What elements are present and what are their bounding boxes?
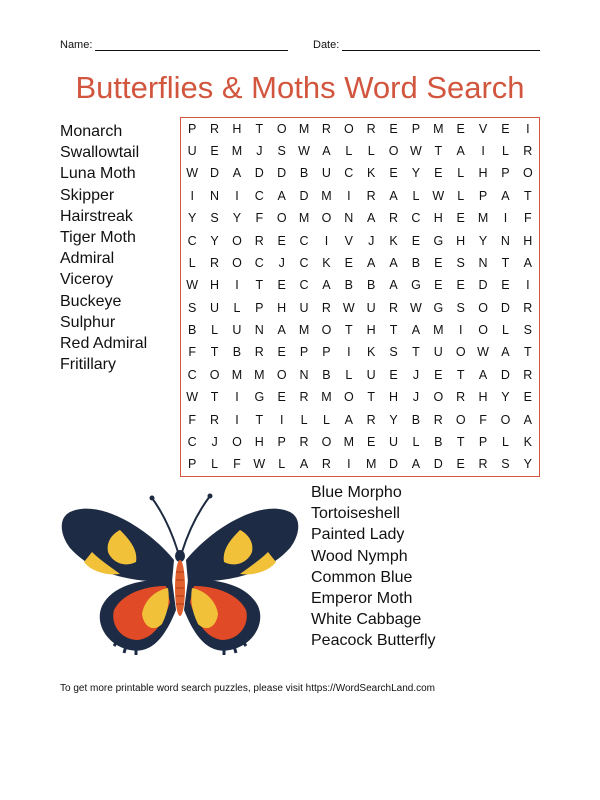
- grid-cell: A: [367, 211, 376, 226]
- grid-cell: M: [298, 323, 310, 338]
- grid-cell: E: [389, 367, 398, 382]
- grid-cell: J: [256, 144, 263, 159]
- grid-cell: O: [343, 121, 354, 136]
- grid-cell: O: [500, 412, 511, 427]
- grid-cell: Y: [523, 457, 532, 472]
- word-item: Tiger Moth: [60, 229, 136, 247]
- grid-cell: H: [210, 278, 220, 293]
- grid-cell: Y: [478, 233, 488, 248]
- grid-cell: M: [298, 211, 310, 226]
- grid-cell: O: [433, 390, 444, 405]
- grid-cell: I: [235, 390, 239, 405]
- word-item: White Cabbage: [311, 611, 422, 629]
- grid-cell: W: [186, 278, 199, 293]
- grid-cell: H: [366, 323, 376, 338]
- grid-cell: T: [523, 188, 532, 203]
- grid-cell: E: [277, 390, 286, 405]
- grid-cell: L: [188, 255, 196, 270]
- grid-cell: E: [389, 166, 398, 181]
- word-item: Sulphur: [60, 313, 116, 331]
- grid-cell: T: [210, 345, 219, 360]
- grid-cell: E: [389, 121, 398, 136]
- grid-cell: R: [254, 345, 264, 360]
- grid-cell: R: [389, 211, 399, 226]
- grid-cell: F: [479, 412, 487, 427]
- grid-cell: H: [478, 390, 488, 405]
- word-item: Buckeye: [60, 292, 122, 310]
- grid-cell: W: [342, 300, 355, 315]
- word-item: Wood Nymph: [311, 547, 408, 565]
- grid-cell: J: [368, 233, 375, 248]
- date-input-line[interactable]: [342, 38, 540, 51]
- grid-cell: O: [321, 211, 332, 226]
- grid-cell: C: [187, 434, 197, 449]
- grid-cell: E: [456, 211, 465, 226]
- grid-cell: P: [501, 166, 510, 181]
- grid-cell: E: [456, 121, 465, 136]
- grid-cell: E: [501, 121, 510, 136]
- grid-cell: S: [188, 300, 197, 315]
- grid-cell: C: [187, 367, 197, 382]
- grid-cell: N: [478, 255, 488, 270]
- grid-cell: I: [526, 121, 530, 136]
- grid-cell: O: [209, 367, 220, 382]
- grid-cell: A: [501, 188, 510, 203]
- grid-cell: E: [344, 255, 353, 270]
- grid-cell: R: [523, 367, 533, 382]
- grid-cell: W: [410, 300, 422, 315]
- grid-cell: R: [321, 457, 331, 472]
- grid-cell: I: [324, 233, 329, 248]
- grid-cell: A: [501, 345, 510, 360]
- grid-cell: U: [433, 345, 443, 360]
- word-item: Swallowtail: [60, 144, 140, 162]
- grid-cell: Y: [188, 211, 197, 226]
- grid-cell: P: [322, 345, 331, 360]
- grid-cell: M: [321, 390, 332, 405]
- grid-cell: T: [412, 345, 420, 360]
- grid-cell: M: [365, 457, 377, 472]
- grid-cell: P: [478, 188, 488, 203]
- word-item: Blue Morpho: [311, 484, 402, 501]
- grid-cell: T: [389, 323, 398, 338]
- grid-cell: J: [278, 255, 285, 270]
- grid-cell: G: [254, 390, 265, 405]
- grid-cell: F: [188, 345, 196, 360]
- word-list-bottom: [311, 482, 436, 652]
- word-item: Viceroy: [60, 271, 114, 289]
- grid-cell: E: [523, 390, 532, 405]
- grid-cell: R: [523, 300, 533, 315]
- grid-cell: H: [478, 166, 488, 181]
- grid-cell: A: [232, 166, 242, 181]
- grid-cell: T: [210, 390, 219, 405]
- grid-cell: S: [277, 144, 286, 159]
- grid-cell: P: [188, 457, 197, 472]
- grid-cell: A: [523, 255, 532, 270]
- grid-cell: K: [322, 255, 331, 270]
- grid-cell: A: [456, 144, 465, 159]
- grid-cell: W: [410, 144, 422, 159]
- grid-cell: I: [235, 278, 239, 293]
- grid-cell: C: [344, 166, 354, 181]
- grid-cell: I: [481, 144, 485, 159]
- grid-cell: U: [366, 367, 376, 382]
- grid-cell: A: [411, 457, 421, 472]
- grid-cell: G: [433, 233, 444, 248]
- grid-cell: E: [456, 278, 465, 293]
- grid-cell: C: [254, 255, 264, 270]
- grid-cell: B: [411, 255, 421, 270]
- grid-cell: R: [478, 457, 488, 472]
- grid-cell: D: [433, 457, 443, 472]
- grid-cell: C: [299, 233, 309, 248]
- grid-cell: H: [456, 233, 466, 248]
- grid-cell: A: [322, 278, 331, 293]
- grid-cell: S: [456, 300, 465, 315]
- grid-cell: E: [434, 255, 443, 270]
- grid-cell: R: [366, 188, 376, 203]
- grid-cell: M: [433, 323, 444, 338]
- grid-cell: L: [501, 144, 509, 159]
- grid-cell: P: [299, 345, 309, 360]
- grid-cell: J: [412, 367, 420, 382]
- grid-cell: V: [344, 233, 353, 248]
- grid-cell: D: [299, 188, 309, 203]
- grid-cell: O: [321, 434, 332, 449]
- grid-cell: A: [277, 323, 286, 338]
- grid-cell: E: [434, 166, 443, 181]
- grid-cell: S: [389, 345, 398, 360]
- grid-cell: B: [434, 434, 443, 449]
- page-title: Butterflies & Moths Word Search: [75, 70, 525, 105]
- grid-cell: T: [523, 345, 532, 360]
- grid-cell: I: [347, 345, 351, 360]
- grid-cell: B: [411, 412, 421, 427]
- grid-cell: L: [300, 412, 308, 427]
- grid-cell: L: [457, 188, 465, 203]
- grid-cell: R: [321, 300, 331, 315]
- grid-cell: D: [389, 457, 399, 472]
- grid-cell: N: [344, 211, 354, 226]
- grid-cell: I: [458, 323, 463, 338]
- grid-cell: R: [254, 233, 264, 248]
- grid-cell: E: [434, 367, 443, 382]
- grid-cell: R: [321, 121, 331, 136]
- grid-cell: H: [433, 211, 443, 226]
- grid-cell: B: [344, 278, 353, 293]
- grid-cell: L: [412, 434, 420, 449]
- grid-cell: R: [456, 390, 466, 405]
- grid-cell: W: [432, 188, 445, 203]
- grid-cell: M: [343, 434, 355, 449]
- word-item: Fritillary: [60, 356, 116, 374]
- word-item: Luna Moth: [60, 165, 136, 183]
- grid-cell: O: [276, 211, 287, 226]
- grid-cell: D: [210, 166, 220, 181]
- grid-cell: L: [412, 188, 420, 203]
- grid-cell: U: [321, 166, 331, 181]
- grid-cell: I: [279, 412, 284, 427]
- grid-cell: B: [188, 323, 197, 338]
- grid-cell: R: [210, 121, 220, 136]
- grid-cell: O: [455, 412, 466, 427]
- word-item: Hairstreak: [60, 207, 133, 225]
- grid-cell: D: [254, 166, 264, 181]
- grid-cell: M: [433, 121, 444, 136]
- grid-cell: H: [254, 434, 264, 449]
- name-input-line[interactable]: [95, 38, 288, 51]
- grid-cell: T: [255, 121, 264, 136]
- grid-cell: W: [186, 390, 199, 405]
- grid-cell: M: [254, 367, 265, 382]
- grid-cell: L: [345, 144, 353, 159]
- word-item: Common Blue: [311, 568, 413, 586]
- date-field: [313, 38, 540, 51]
- grid-cell: O: [232, 434, 242, 449]
- grid-cell: L: [233, 300, 241, 315]
- word-item: Painted Lady: [311, 526, 405, 544]
- grid-cell: B: [299, 166, 309, 181]
- grid-cell: O: [232, 233, 242, 248]
- grid-cell: H: [277, 300, 287, 315]
- grid-cell: O: [478, 300, 488, 315]
- grid-cell: O: [522, 166, 533, 181]
- grid-cell: R: [433, 412, 443, 427]
- grid-cell: U: [366, 300, 376, 315]
- grid-cell: D: [478, 278, 488, 293]
- grid-cell: H: [389, 390, 399, 405]
- grid-cell: W: [298, 144, 310, 159]
- grid-cell: K: [389, 233, 398, 248]
- grid-cell: T: [456, 367, 465, 382]
- grid-cell: D: [500, 367, 510, 382]
- grid-cell: O: [455, 345, 466, 360]
- grid-cell: P: [277, 434, 286, 449]
- grid-cell: E: [277, 233, 286, 248]
- grid-cell: E: [210, 144, 219, 159]
- grid-cell: W: [253, 457, 266, 472]
- grid-cell: R: [523, 144, 533, 159]
- grid-cell: N: [500, 233, 510, 248]
- grid-cell: P: [255, 300, 264, 315]
- grid-cell: A: [389, 255, 398, 270]
- grid-cell: A: [322, 144, 331, 159]
- grid-cell: A: [389, 188, 398, 203]
- grid-cell: G: [411, 278, 421, 293]
- grid-cell: P: [188, 121, 197, 136]
- grid-cell: U: [210, 300, 220, 315]
- grid-cell: E: [456, 457, 465, 472]
- grid-cell: T: [456, 434, 465, 449]
- grid-cell: D: [277, 166, 287, 181]
- date-label: Date:: [313, 39, 340, 51]
- grid-cell: L: [322, 412, 330, 427]
- grid-cell: M: [231, 144, 243, 159]
- grid-cell: B: [322, 367, 331, 382]
- grid-cell: L: [457, 166, 465, 181]
- grid-cell: U: [232, 323, 242, 338]
- word-item: Monarch: [60, 123, 123, 140]
- grid-cell: N: [254, 323, 264, 338]
- grid-cell: L: [278, 457, 286, 472]
- grid-cell: W: [477, 345, 489, 360]
- grid-cell: M: [321, 188, 332, 203]
- grid-cell: A: [389, 278, 398, 293]
- grid-cell: O: [232, 255, 242, 270]
- grid-cell: K: [367, 166, 376, 181]
- word-list-left: [60, 121, 147, 375]
- grid-cell: T: [344, 323, 353, 338]
- grid-cell: I: [347, 188, 351, 203]
- grid-cell: J: [412, 390, 420, 405]
- word-item: Red Admiral: [60, 335, 148, 353]
- grid-cell: I: [235, 188, 239, 203]
- grid-cell: O: [276, 121, 287, 136]
- grid-cell: S: [456, 255, 465, 270]
- butterfly-illustration: [60, 490, 300, 660]
- grid-cell: M: [231, 367, 243, 382]
- name-label: Name:: [60, 39, 93, 51]
- footer-text: To get more printable word search puzzles, please visit https://WordSearchLand.com: [60, 683, 435, 694]
- grid-cell: U: [187, 144, 197, 159]
- grid-cell: I: [503, 211, 508, 226]
- grid-cell: P: [411, 121, 421, 136]
- grid-cell: O: [343, 390, 354, 405]
- word-item: Admiral: [60, 250, 115, 268]
- grid-cell: L: [501, 323, 509, 338]
- grid-cell: E: [277, 345, 286, 360]
- grid-cell: H: [523, 233, 533, 248]
- grid-cell: G: [433, 300, 444, 315]
- grid-cell: V: [478, 121, 488, 136]
- grid-cell: T: [255, 412, 264, 427]
- grid-cell: E: [501, 278, 510, 293]
- grid-cell: N: [299, 367, 309, 382]
- grid-cell: S: [501, 457, 510, 472]
- grid-cell: C: [299, 278, 309, 293]
- grid-cell: E: [434, 278, 443, 293]
- grid-cell: E: [367, 434, 376, 449]
- grid-cell: R: [366, 412, 376, 427]
- grid-cell: L: [501, 434, 509, 449]
- grid-cell: F: [188, 412, 196, 427]
- grid-cell: U: [389, 434, 399, 449]
- grid-cell: K: [523, 434, 532, 449]
- grid-cell: O: [388, 144, 399, 159]
- grid-cell: S: [523, 323, 532, 338]
- grid-cell: I: [347, 457, 351, 472]
- grid-cell: L: [211, 323, 219, 338]
- grid-cell: M: [477, 211, 489, 226]
- grid-cell: Y: [232, 211, 242, 226]
- grid-cell: C: [187, 233, 197, 248]
- grid-cell: T: [434, 144, 443, 159]
- grid-cell: Y: [411, 166, 421, 181]
- grid-cell: Y: [501, 390, 510, 405]
- grid-cell: O: [321, 323, 332, 338]
- grid-cell: O: [478, 323, 488, 338]
- grid-cell: A: [277, 188, 286, 203]
- grid-cell: D: [500, 300, 510, 315]
- grid-cell: I: [235, 412, 239, 427]
- word-item: Emperor Moth: [311, 590, 413, 608]
- grid-cell: E: [277, 278, 286, 293]
- grid-cell: B: [232, 345, 242, 360]
- grid-cell: M: [298, 121, 310, 136]
- grid-cell: C: [411, 211, 421, 226]
- grid-cell: R: [366, 121, 376, 136]
- grid-cell: F: [255, 211, 264, 226]
- word-item: Skipper: [60, 186, 115, 204]
- grid-cell: Y: [210, 233, 219, 248]
- grid-cell: R: [210, 255, 220, 270]
- grid-cell: F: [233, 457, 241, 472]
- grid-cell: R: [210, 412, 220, 427]
- grid-cell: K: [367, 345, 376, 360]
- grid-cell: U: [299, 300, 309, 315]
- grid-cell: A: [367, 255, 376, 270]
- grid-cell: A: [411, 323, 421, 338]
- grid-cell: A: [523, 412, 532, 427]
- grid-cell: Y: [389, 412, 398, 427]
- grid-cell: C: [299, 255, 309, 270]
- grid-cell: W: [186, 166, 199, 181]
- grid-cell: T: [255, 278, 264, 293]
- grid-cell: S: [210, 211, 219, 226]
- grid-cell: H: [232, 121, 242, 136]
- grid-cell: T: [367, 390, 375, 405]
- word-item: Tortoiseshell: [311, 505, 400, 523]
- grid-cell: R: [299, 434, 309, 449]
- grid-cell: I: [190, 188, 194, 203]
- grid-cell: R: [389, 300, 399, 315]
- grid-cell: R: [299, 390, 309, 405]
- grid-cell: C: [254, 188, 264, 203]
- grid-cell: T: [501, 255, 510, 270]
- grid-cell: A: [299, 457, 309, 472]
- word-item: Peacock Butterfly: [311, 632, 436, 650]
- grid-cell: L: [211, 457, 219, 472]
- grid-cell: A: [344, 412, 353, 427]
- grid-cell: L: [345, 367, 353, 382]
- grid-cell: E: [411, 233, 421, 248]
- grid-cell: A: [478, 367, 488, 382]
- grid-cell: O: [276, 367, 287, 382]
- name-field: [60, 38, 288, 51]
- grid-cell: N: [210, 188, 220, 203]
- word-search-grid: [180, 117, 540, 477]
- grid-cell: I: [526, 278, 530, 293]
- grid-cell: L: [367, 144, 375, 159]
- grid-cell: J: [211, 434, 218, 449]
- grid-cell: B: [367, 278, 376, 293]
- grid-cell: F: [523, 211, 532, 226]
- grid-cell: P: [478, 434, 488, 449]
